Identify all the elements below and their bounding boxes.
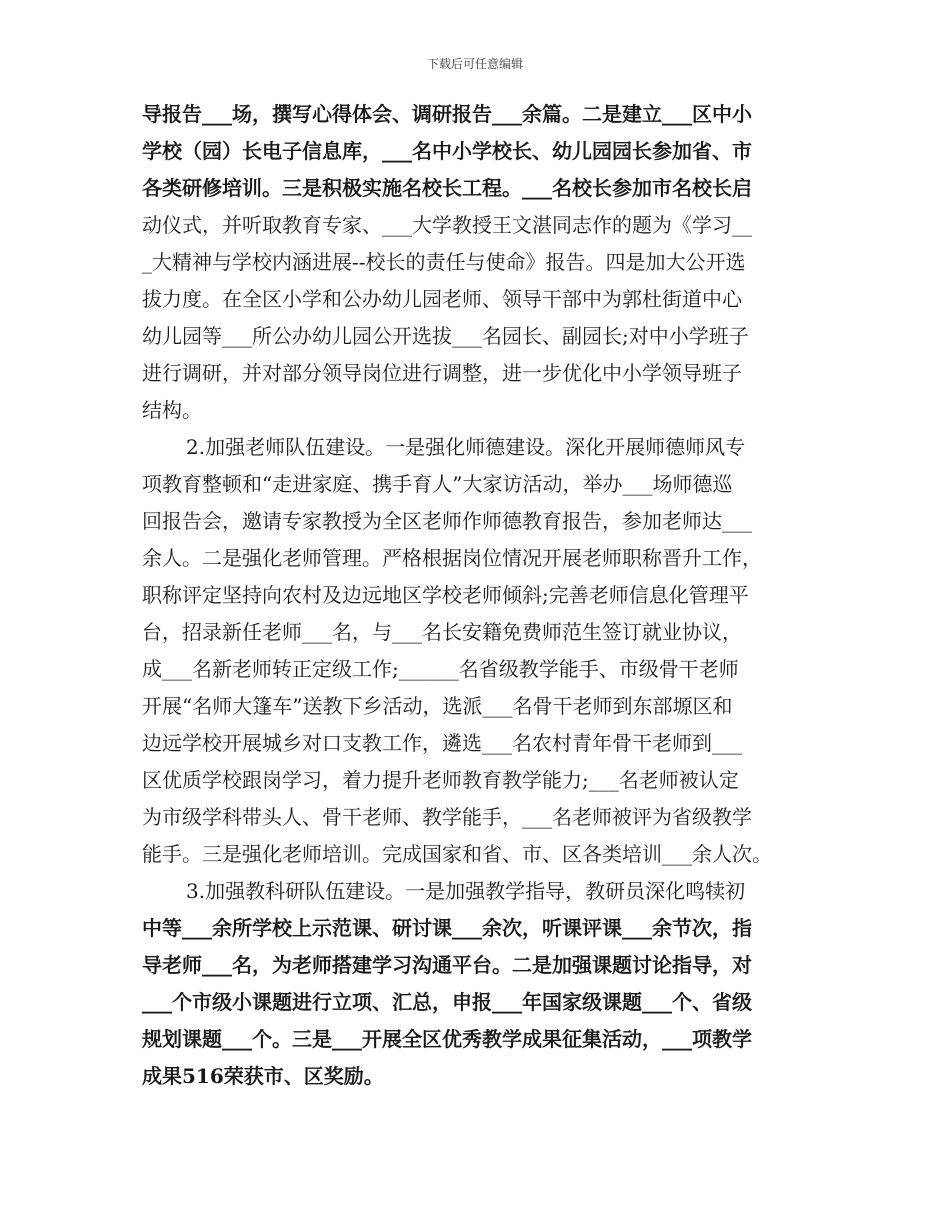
text-line: 各类研修培训。三是积极实施名校长工程。___名校长参加市名校长启 [142,176,752,200]
text-line: 区优质学校跟岗学习，着力提升老师教育教学能力;___名老师被认定 [142,768,739,792]
text-line: 职称评定坚持向农村及边远地区学校老师倾斜;完善老师信息化管理平 [142,583,749,607]
paragraph [142,429,810,873]
paragraph [142,96,810,429]
document-body [142,96,810,1095]
text-line: 回报告会，邀请专家教授为全区老师作师德教育报告，参加老师达___ [142,509,752,533]
text-line: 2.加强老师队伍建设。一是强化师德建设。深化开展师德师风专 [186,435,746,459]
text-line: 台，招录新任老师___名，与___名长安籍免费师范生签订就业协议， [142,620,742,644]
text-line: 项教育整顿和“走进家庭、携手育人”大家访活动，举办___场师德巡 [142,472,733,496]
text-line: 成___名新老师转正定级工作;______名省级教学能手、市级骨干老师 [142,657,739,681]
text-line: 中等___余所学校上示范课、研讨课___余次，听课评课___余节次，指 [142,916,752,940]
text-line: 拔力度。在全区小学和公办幼儿园老师、领导干部中为郭杜街道中心 [142,287,742,311]
text-line: 结构。 [142,398,202,422]
text-line: 学校（园）长电子信息库，___名中小学校长、幼儿园园长参加省、市 [142,139,752,163]
text-line: 为市级学科带头人、骨干老师、教学能手，___名老师被评为省级教学 [142,805,752,829]
text-line: 成果516荣获市、区奖励。 [142,1064,384,1088]
text-line: _大精神与学校内涵进展--校长的责任与使命》报告。四是加大公开选 [142,250,746,274]
text-line: 导报告___场，撰写心得体会、调研报告___余篇。二是建立___区中小 [142,102,752,126]
text-line: 余人。二是强化老师管理。严格根据岗位情况开展老师职称晋升工作， [142,546,762,570]
text-line: 3.加强教科研队伍建设。一是加强教学指导，教研员深化鸣犊初 [186,879,746,903]
paragraph [142,873,810,1095]
text-line: ___个市级小课题进行立项、汇总，申报___年国家级课题___个、省级 [142,990,752,1014]
text-line: 能手。三是强化老师培训。完成国家和省、市、区各类培训___余人次。 [142,842,772,866]
text-line: 进行调研，并对部分领导岗位进行调整，进一步优化中小学领导班子 [142,361,742,385]
text-line: 动仪式，并听取教育专家、___大学教授王文湛同志作的题为《学习__ [142,213,752,237]
text-line: 导老师___名，为老师搭建学习沟通平台。二是加强课题讨论指导，对 [142,953,752,977]
page-header: 下载后可任意编辑 [426,57,523,71]
text-line: 幼儿园等___所公办幼儿园公开选拔___名园长、副园长;对中小学班子 [142,324,749,348]
text-line: 边远学校开展城乡对口支教工作，遴选___名农村青年骨干老师到___ [142,731,742,755]
text-line: 规划课题___个。三是___开展全区优秀教学成果征集活动，___项教学 [142,1027,752,1051]
text-line: 开展“名师大篷车”送教下乡活动，选派___名骨干老师到东部塬区和 [142,694,733,718]
